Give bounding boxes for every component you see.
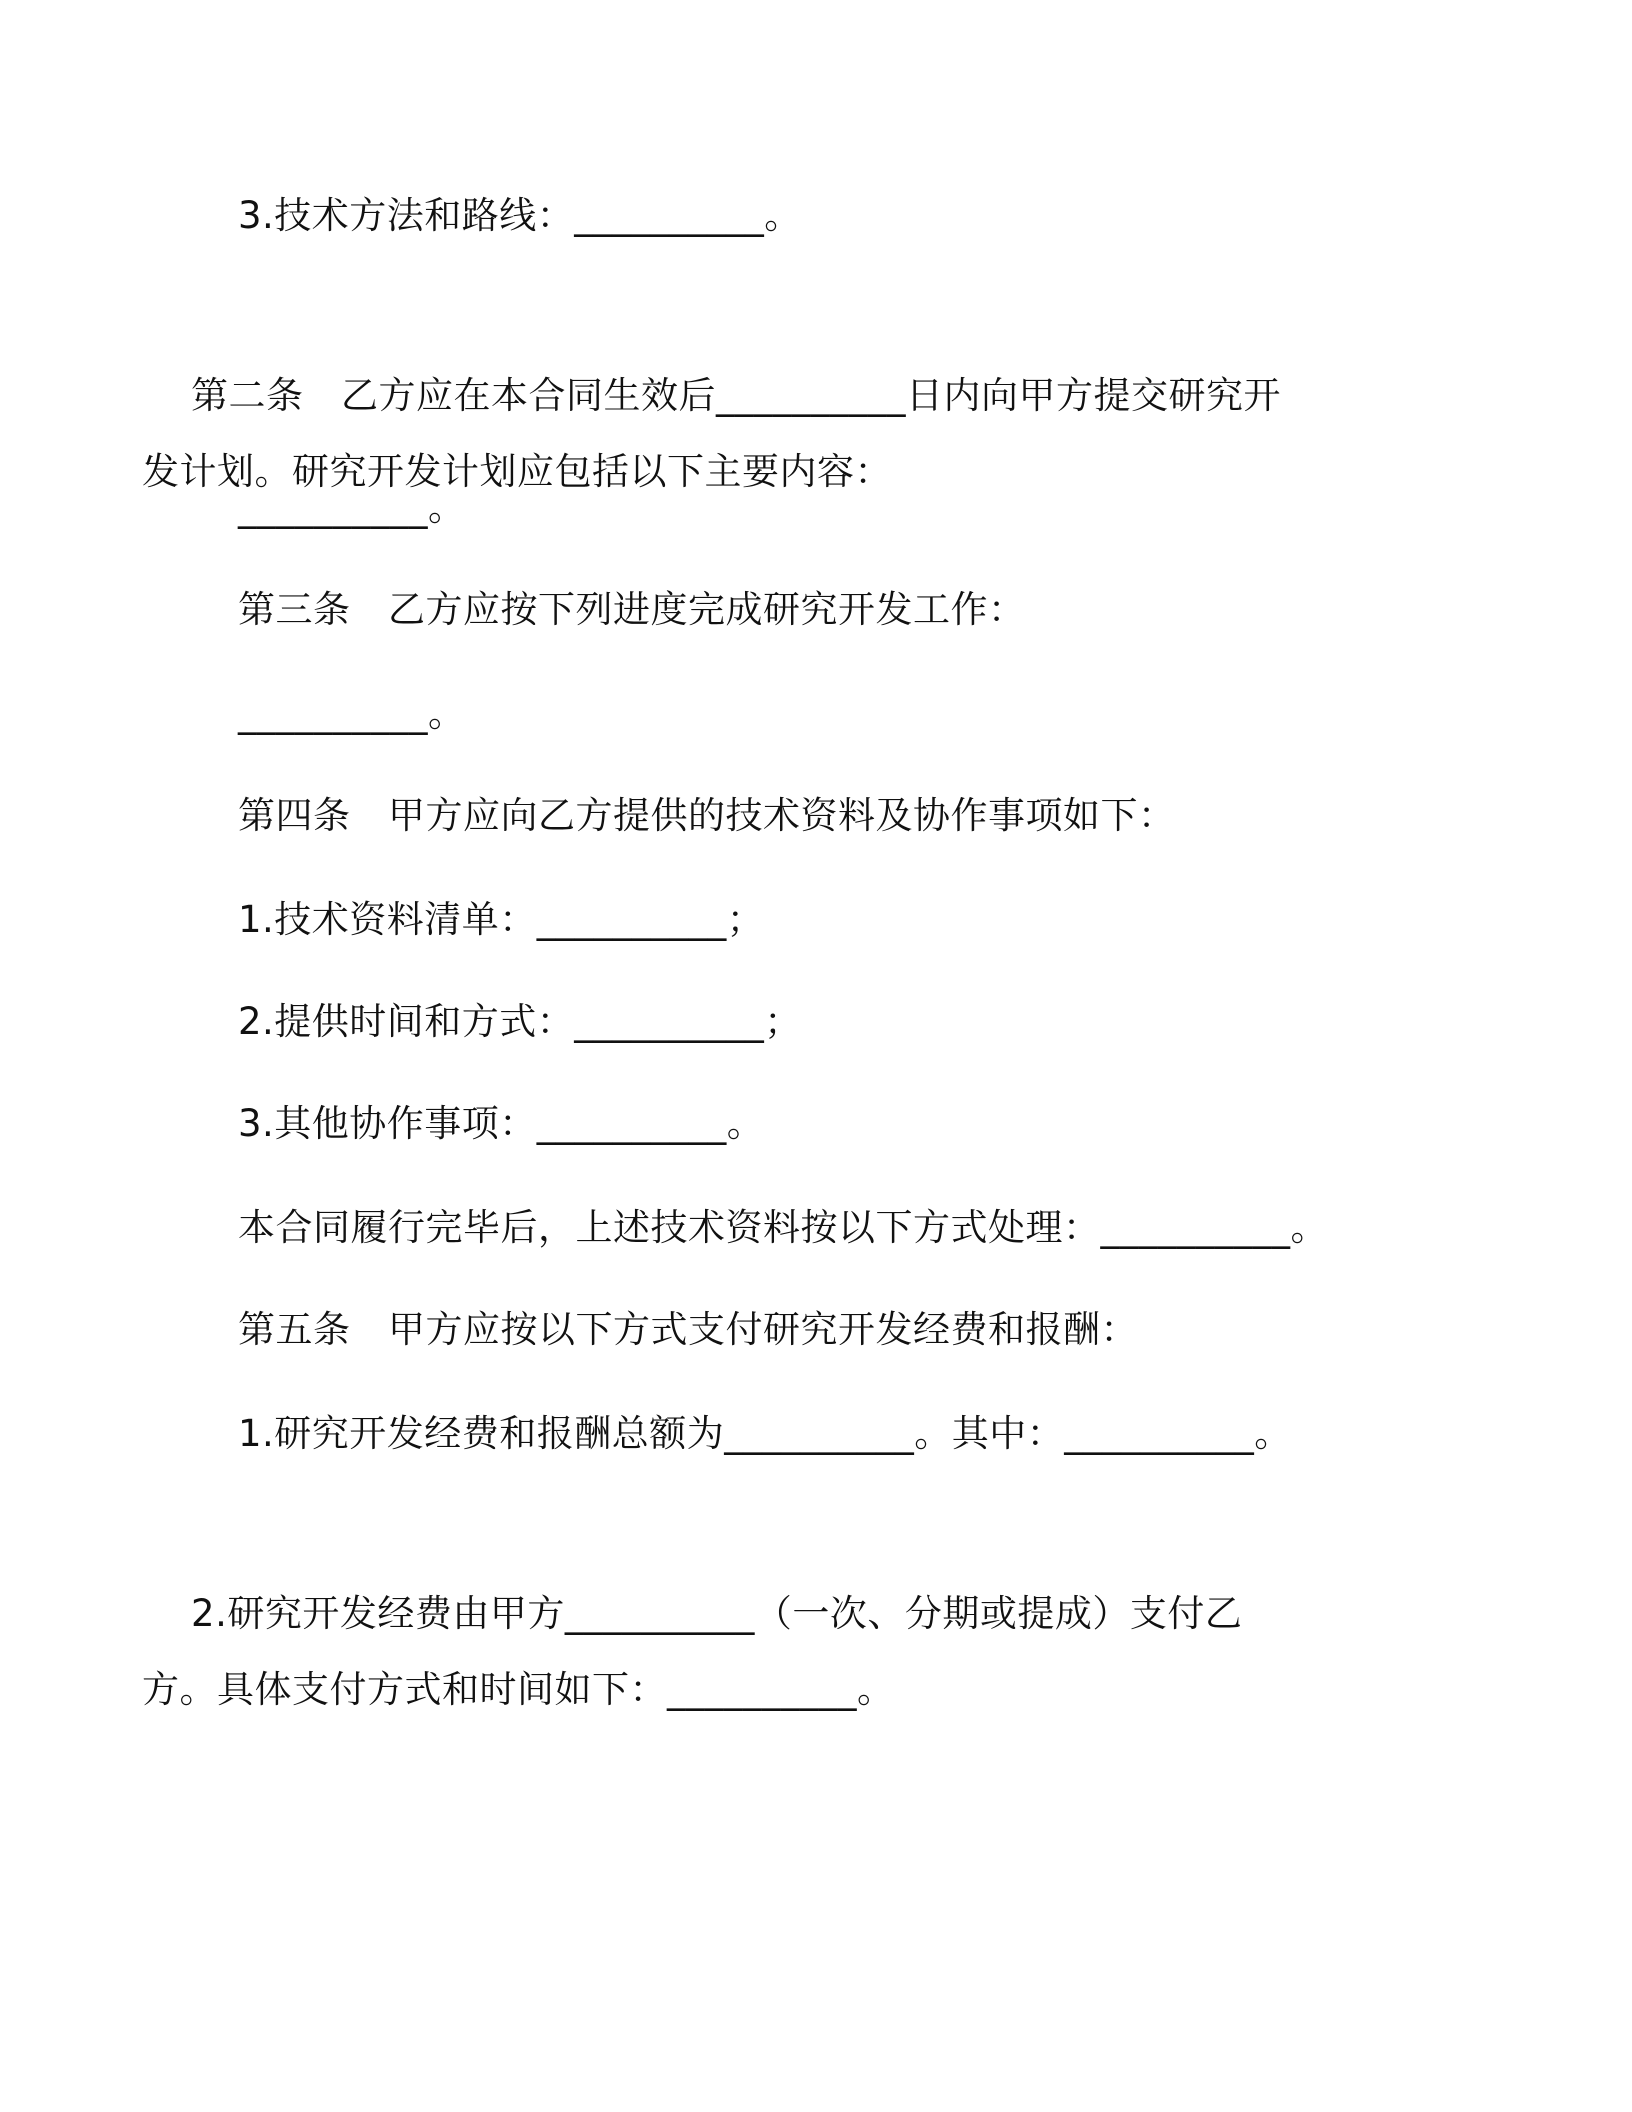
clause-3-content-blank: __________。 [238,692,466,735]
clause-5-item-2 [142,1500,1302,1804]
clause-1-item-3: 3.技术方法和路线：__________。 [238,194,802,237]
clause-2-text: 第二条 乙方应在本合同生效后__________日内向甲方提交研究开发计划。研究开发计划应包括以下主要内容： [142,374,1282,493]
clause-4-item-1: 1.技术资料清单：__________； [238,898,765,941]
clause-4-item-3: 3.其他协作事项：__________。 [238,1102,765,1145]
clause-3: 第三条 乙方应按下列进度完成研究开发工作： [238,588,1026,631]
clause-4: 第四条 甲方应向乙方提供的技术资料及协作事项如下： [238,794,1176,837]
clause-2-content-blank: __________。 [238,486,466,529]
clause-5: 第五条 甲方应按以下方式支付研究开发经费和报酬： [238,1308,1138,1351]
clause-5-item-1: 1.研究开发经费和报酬总额为__________。其中：__________。 [238,1412,1292,1455]
clause-4-item-2: 2.提供时间和方式：__________； [238,1000,802,1043]
clause-4-disposal: 本合同履行完毕后，上述技术资料按以下方式处理：__________。 [238,1206,1328,1249]
clause-5-item-2-text: 2.研究开发经费由甲方__________（一次、分期或提成）支付乙方。具体支付方式和时间如下：__________。 [142,1592,1243,1711]
